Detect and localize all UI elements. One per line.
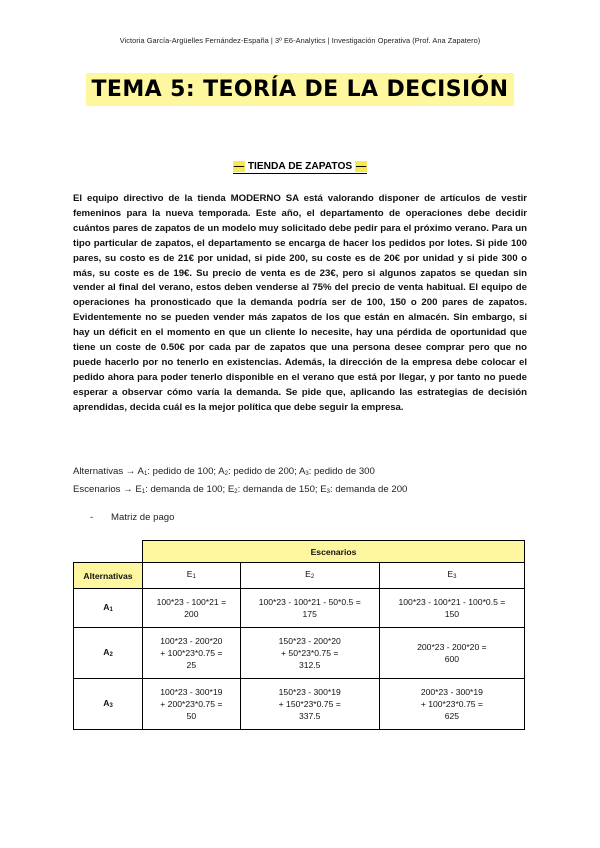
row-header-a1: $A_1$ <box>74 589 143 628</box>
scenarios-header: Escenarios <box>143 541 525 563</box>
column-header-e1: $E_1$ <box>143 563 241 589</box>
document-header: Victoria García-Argüelles Fernández-España | 3º E6-Analytics | Investigación Operativa (Prof. Ana Zapatero) <box>119 36 481 45</box>
cell-a2-e2: 150*23 - 200*20 + 50*23*0.75 = 312.5 <box>240 628 379 679</box>
cell-a2-e1: 100*23 - 200*20 + 100*23*0.75 = 25 <box>143 628 241 679</box>
section-subtitle <box>233 161 367 174</box>
cell-a1-e1: 100*23 - 100*21 = 200 <box>143 589 241 628</box>
column-header-e2: $E_2$ <box>240 563 379 589</box>
alternatives-header: Alternativas <box>74 563 143 589</box>
table-corner <box>74 541 143 563</box>
problem-statement: El equipo directivo de la tienda MODERNO SA está valorando disponer de artículos de vestir femeninos para la nueva temporada. Este año, el departamento de operaciones debe decidir cuántos pares de zapatos de un modelo muy solicitado debe pedir para el próximo verano. Para un tipo particular de zapatos, el departamento se encarga de hacer los pedidos por lotes. Si pide 100 pares, su costo es de 21€ por unidad, si pide 200, su coste es de 20€ por unidad y si pide 300 o más, su coste es de 19€. Su precio de venta es de 23€, pero si algunos zapatos se quedan sin vender al final del verano, estos deben venderse al 75% del precio de venta habitual. El equipo de operaciones ha pronosticado que la demanda podría ser de 100, 150 o 200 pares de zapatos. Evidentemente no se pueden vender más zapatos de los que están en almacén. Sin embargo, si hay un déficit en el momento en que un cliente lo necesite, hay una pérdida de oportunidad que tiene un coste de 0.50€ por cada par de zapatos que una persona desee comprar pero que no puede hacerlo por no tenerlo en existencias. Además, la dirección de la empresa debe colocar el pedido ahora para poder tenerlo disponible en el verano que está por llegar, y por tanto no puede esperar a observar cómo varía la demanda. Se pide que, aplicando las estrategias de decisión aprendidas, decida cuál es la mejor política que debe seguir la empresa. <box>73 193 527 413</box>
table-row <box>74 589 525 628</box>
bullet-text: Matriz de pago <box>111 512 175 523</box>
cell-a3-e2: 150*23 - 300*19 + 150*23*0.75 = 337.5 <box>240 679 379 730</box>
bullet-marker: - <box>90 512 94 523</box>
alternatives-line: Alternativas → $A_1$: pedido de 100; $A_2$: pedido de 200; $A_3$: pedido de 300 <box>73 466 375 477</box>
scenarios-line: Escenarios → $E_1$: demanda de 100; $E_2$: demanda de 150; $E_3$: demanda de 200 <box>73 484 408 495</box>
payoff-matrix <box>73 540 525 730</box>
subtitle-dash-left: — <box>233 161 244 172</box>
subtitle-text: TIENDA DE ZAPATOS <box>245 161 355 172</box>
cell-a1-e3: 100*23 - 100*21 - 100*0.5 = 150 <box>379 589 524 628</box>
page-title: TEMA 5: TEORÍA DE LA DECISIÓN <box>86 73 515 106</box>
table-row <box>74 679 525 730</box>
column-header-e3: $E_3$ <box>379 563 524 589</box>
cell-a2-e3: 200*23 - 200*20 = 600 <box>379 628 524 679</box>
cell-a3-e1: 100*23 - 300*19 + 200*23*0.75 = 50 <box>143 679 241 730</box>
row-header-a2: $A_2$ <box>74 628 143 679</box>
cell-a1-e2: 100*23 - 100*21 - 50*0.5 = 175 <box>240 589 379 628</box>
row-header-a3: $A_3$ <box>74 679 143 730</box>
cell-a3-e3: 200*23 - 300*19 + 100*23*0.75 = 625 <box>379 679 524 730</box>
subtitle-dash-right: — <box>356 161 367 172</box>
table-row <box>74 628 525 679</box>
